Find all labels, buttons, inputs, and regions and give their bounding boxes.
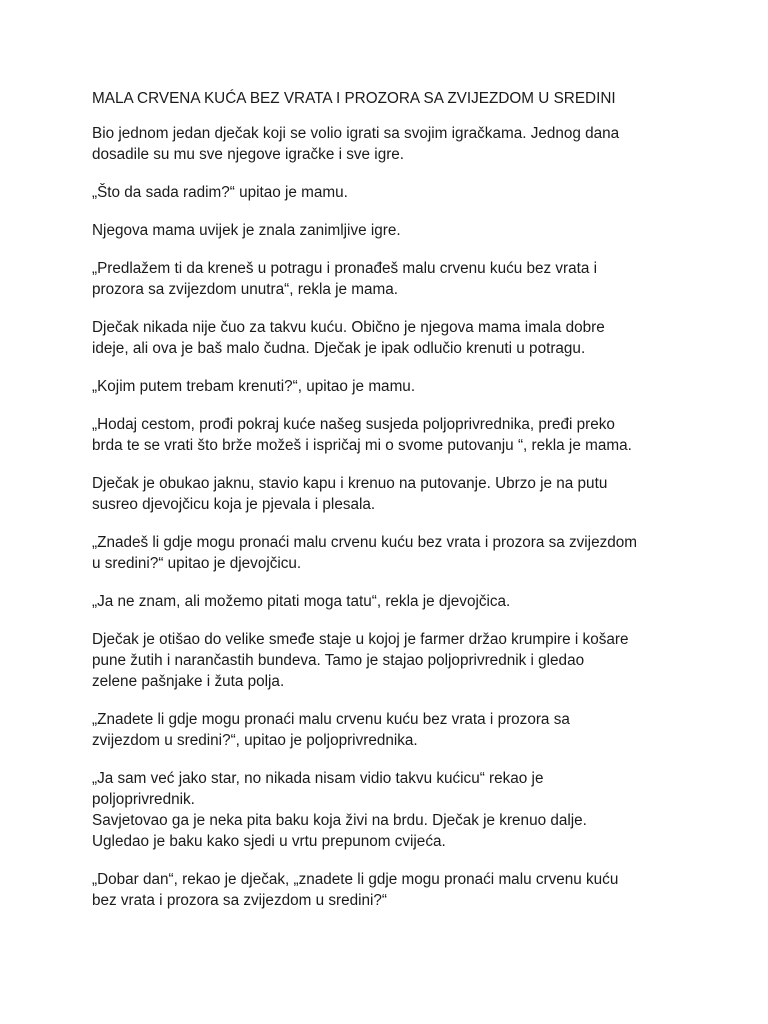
paragraph-line: „Ja ne znam, ali možemo pitati moga tatu“, rekla je djevojčica.: [92, 593, 511, 610]
paragraph-line: Dječak je obukao jaknu, stavio kapu i krenuo na putovanje. Ubrzo je na putu: [92, 475, 608, 492]
paragraph: [92, 220, 692, 241]
paragraph: [92, 473, 692, 515]
paragraph-line: susreo djevojčicu koja je pjevala i plesala.: [92, 496, 376, 513]
document-body: [92, 88, 692, 928]
paragraph-line: „Predlažem ti da kreneš u potragu i pronađeš malu crvenu kuću bez vrata i: [92, 260, 598, 277]
paragraph: [92, 768, 692, 852]
paragraph-line: zvijezdom u sredini?“, upitao je poljoprivrednika.: [92, 732, 418, 749]
paragraph-line: Njegova mama uvijek je znala zanimljive igre.: [92, 222, 401, 239]
paragraph-line: „Ja sam već jako star, no nikada nisam vidio takvu kućicu“ rekao je: [92, 770, 544, 787]
paragraph-line: „Kojim putem trebam krenuti?“, upitao je mamu.: [92, 378, 416, 395]
paragraph-line: poljoprivrednik.: [92, 791, 195, 808]
paragraph: [92, 532, 692, 574]
paragraph-line: „Što da sada radim?“ upitao je mamu.: [92, 184, 348, 201]
paragraph-line: Savjetovao ga je neka pita baku koja živi na brdu. Dječak je krenuo dalje.: [92, 812, 587, 829]
paragraph-line: prozora sa zvijezdom unutra“, rekla je mama.: [92, 281, 399, 298]
paragraph: [92, 414, 692, 456]
paragraph-line: „Znadete li gdje mogu pronaći malu crvenu kuću bez vrata i prozora sa: [92, 711, 570, 728]
paragraph: [92, 629, 692, 692]
paragraph: [92, 258, 692, 300]
paragraph: [92, 869, 692, 911]
paragraph: [92, 709, 692, 751]
paragraph-line: brda te se vrati što brže možeš i ispričaj mi o svome putovanju “, rekla je mama.: [92, 437, 632, 454]
paragraph: [92, 591, 692, 612]
document-title: MALA CRVENA KUĆA BEZ VRATA I PROZORA SA ZVIJEZDOM U SREDINI: [92, 90, 616, 107]
paragraph-line: dosadile su mu sve njegove igračke i sve igre.: [92, 146, 405, 163]
paragraph-line: bez vrata i prozora sa zvijezdom u sredini?“: [92, 892, 388, 909]
paragraph-line: pune žutih i narančastih bundeva. Tamo je stajao poljoprivrednik i gledao: [92, 652, 585, 669]
paragraph: [92, 317, 692, 359]
paragraph-line: Bio jednom jedan dječak koji se volio igrati sa svojim igračkama. Jednog dana: [92, 125, 620, 142]
paragraph: [92, 376, 692, 397]
paragraph-line: ideje, ali ova je baš malo čudna. Dječak je ipak odlučio krenuti u potragu.: [92, 340, 586, 357]
paragraph-line: Dječak je otišao do velike smeđe staje u kojoj je farmer držao krumpire i košare: [92, 631, 629, 648]
paragraph-line: u sredini?“ upitao je djevojčicu.: [92, 555, 302, 572]
paragraph-list: [92, 123, 692, 911]
paragraph: [92, 123, 692, 165]
paragraph-line: Dječak nikada nije čuo za takvu kuću. Obično je njegova mama imala dobre: [92, 319, 605, 336]
paragraph-line: Ugledao je baku kako sjedi u vrtu prepunom cvijeća.: [92, 833, 446, 850]
paragraph: [92, 182, 692, 203]
paragraph-line: zelene pašnjake i žuta polja.: [92, 673, 285, 690]
paragraph-line: „Dobar dan“, rekao je dječak, „znadete li gdje mogu pronaći malu crvenu kuću: [92, 871, 619, 888]
paragraph-line: „Hodaj cestom, prođi pokraj kuće našeg susjeda poljoprivrednika, pređi preko: [92, 416, 615, 433]
paragraph-line: „Znadeš li gdje mogu pronaći malu crvenu kuću bez vrata i prozora sa zvijezdom: [92, 534, 637, 551]
